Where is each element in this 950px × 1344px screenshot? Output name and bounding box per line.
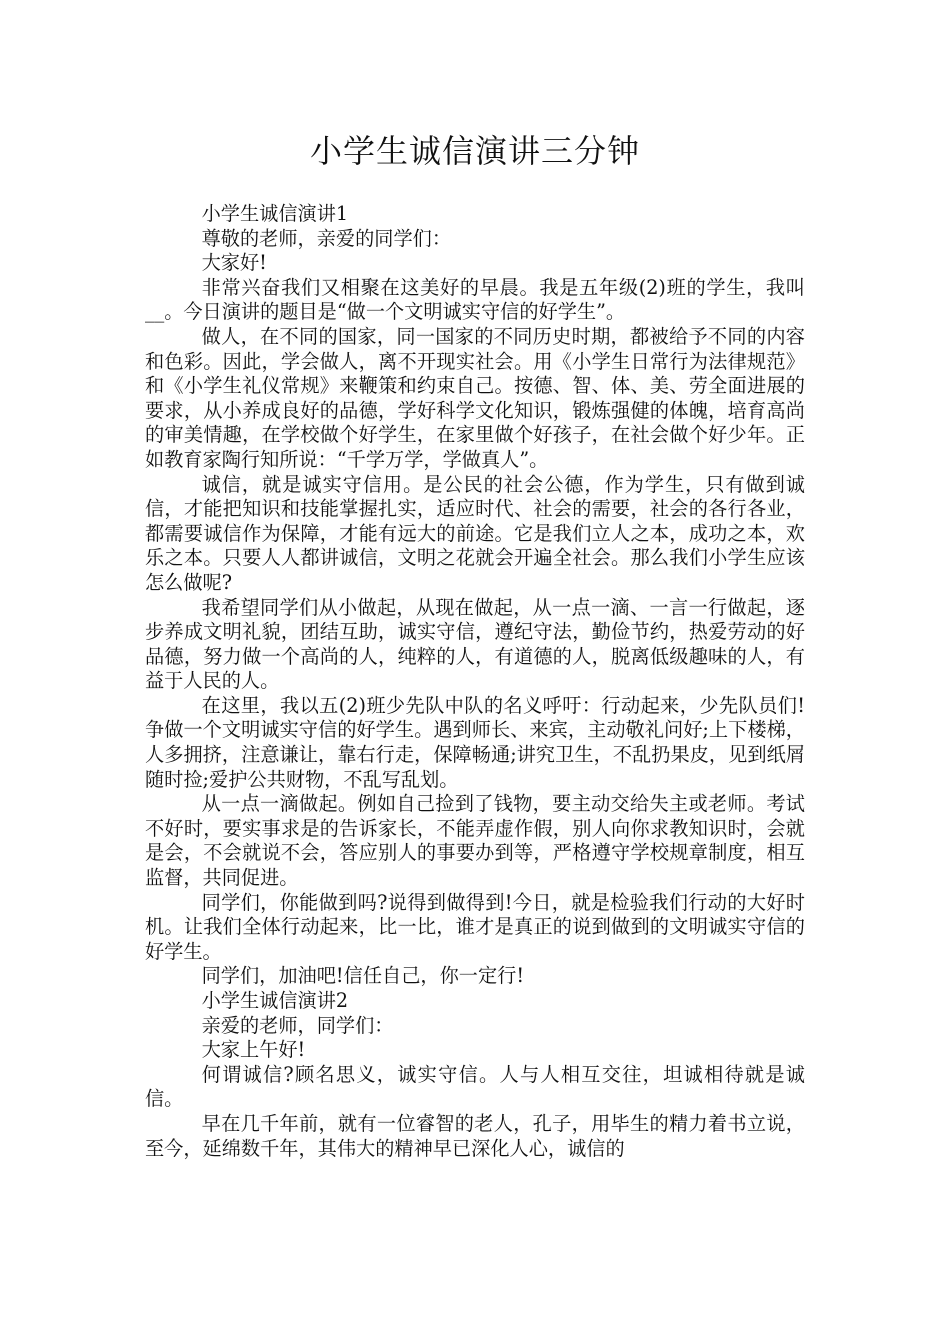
document-page [145, 128, 805, 1161]
paragraph: 诚信，就是诚实守信用。是公民的社会公德，作为学生，只有做到诚信，才能把知识和技能掌握扎实，适应时代、社会的需要，社会的各行各业，都需要诚信作为保障，才能有远大的前途。它是我们立人之本，成功之本，欢乐之本。只要人人都讲诚信，文明之花就会开遍全社会。那么我们小学生应该怎么做呢? [145, 472, 805, 594]
paragraph: 何谓诚信?顾名思义，诚实守信。人与人相互交往，坦诚相待就是诚信。 [145, 1062, 805, 1111]
greeting: 大家上午好! [201, 1038, 306, 1062]
paragraph: 我希望同学们从小做起，从现在做起，从一点一滴、一言一行做起，逐步养成文明礼貌，团结互助，诚实守信，遵纪守法，勤俭节约，热爱劳动的好品德，努力做一个高尚的人，纯粹的人，有道德的人，脱离低级趣味的人，有益于人民的人。 [145, 595, 805, 693]
paragraph: 非常兴奋我们又相聚在这美好的早晨。我是五年级(2)班的学生，我叫__。今日演讲的题目是“做一个文明诚实守信的好学生”。 [145, 275, 805, 324]
document-title: 小学生诚信演讲三分钟 [309, 132, 640, 170]
paragraph: 同学们，你能做到吗?说得到做得到!今日，就是检验我们行动的大好时机。让我们全体行动起来，比一比，谁才是真正的说到做到的文明诚实守信的好学生。 [145, 890, 805, 963]
section-heading: 小学生诚信演讲2 [201, 989, 349, 1012]
section-heading: 小学生诚信演讲1 [201, 202, 349, 225]
salutation: 尊敬的老师，亲爱的同学们： [201, 226, 452, 250]
paragraph: 同学们，加油吧!信任自己，你一定行! [201, 964, 525, 988]
salutation: 亲爱的老师，同学们： [201, 1013, 394, 1037]
greeting: 大家好! [201, 251, 267, 275]
paragraph: 在这里，我以五(2)班少先队中队的名义呼吁：行动起来，少先队员们!争做一个文明诚实守信的好学生。遇到师长、来宾，主动敬礼问好;上下楼梯，人多拥挤，注意谦让，靠右行走，保障畅通;讲究卫生，不乱扔果皮，见到纸屑随时捡;爱护公共财物，不乱写乱划。 [145, 693, 805, 791]
paragraph: 做人，在不同的国家，同一国家的不同历史时期，都被给予不同的内容和色彩。因此，学会做人，离不开现实社会。用《小学生日常行为法律规范》和《小学生礼仪常规》来鞭策和约束自己。按德、智、体、美、劳全面进展的要求，从小养成良好的品德，学好科学文化知识，锻炼强健的体魄，培育高尚的审美情趣，在学校做个好学生，在家里做个好孩子，在社会做个好少年。正如教育家陶行知所说：“千学万学，学做真人”。 [145, 324, 805, 471]
document-body [145, 202, 805, 1161]
paragraph: 从一点一滴做起。例如自己捡到了钱物，要主动交给失主或老师。考试不好时，要实事求是的告诉家长，不能弄虚作假，别人向你求教知识时，会就是会，不会就说不会，答应别人的事要办到等，严格遵守学校规章制度，相互监督，共同促进。 [145, 792, 805, 890]
paragraph: 早在几千年前，就有一位睿智的老人，孔子，用毕生的精力着书立说，至今，延绵数千年，其伟大的精神早已深化人心，诚信的 [145, 1111, 805, 1160]
